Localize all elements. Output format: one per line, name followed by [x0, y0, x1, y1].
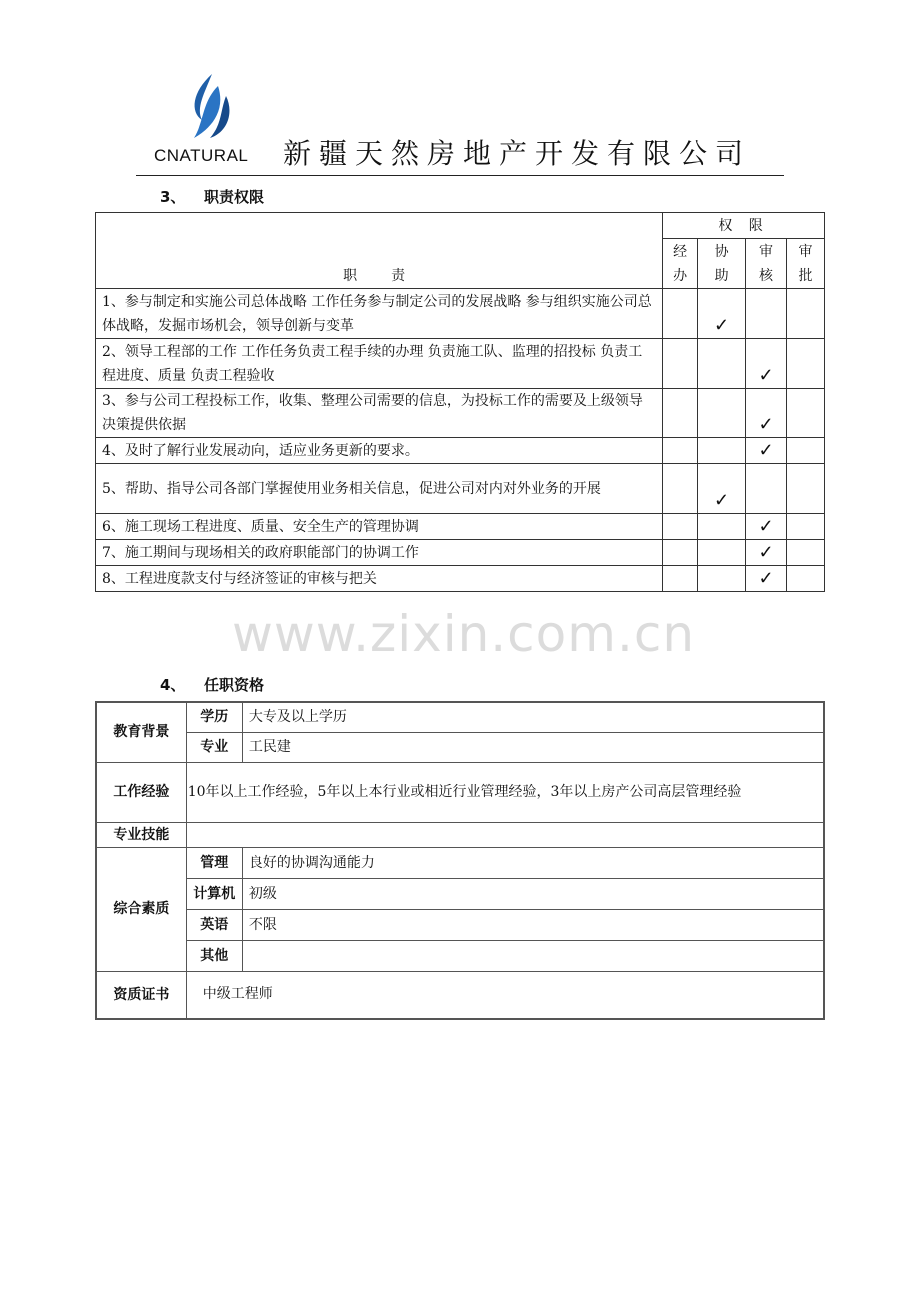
certificate-value: 中级工程师 [186, 971, 824, 1019]
qualification-table [95, 701, 825, 1020]
check-mark [663, 464, 698, 514]
section-number: 4、 [160, 676, 186, 694]
check-mark [663, 289, 698, 339]
degree-label: 学历 [186, 702, 242, 732]
check-mark: ✓ [698, 289, 746, 339]
skills-label: 专业技能 [96, 822, 186, 847]
company-name: 新疆天然房地产开发有限公司 [283, 137, 752, 170]
check-mark: ✓ [698, 464, 746, 514]
duty-text: 4、及时了解行业发展动向，适应业务更新的要求。 [96, 438, 663, 464]
duty-text: 2、领导工程部的工作 工作任务负责工程手续的办理 负责施工队、监理的招投标 负责工程进度、质量 负责工程验收 [96, 339, 663, 389]
computer-value: 初级 [242, 878, 824, 909]
duty-text: 6、施工现场工程进度、质量、安全生产的管理协调 [96, 514, 663, 540]
check-mark [787, 514, 825, 540]
check-mark [663, 339, 698, 389]
degree-value: 大专及以上学历 [242, 702, 824, 732]
major-value: 工民建 [242, 732, 824, 762]
auth-col-review [746, 239, 787, 289]
other-value [242, 940, 824, 971]
check-mark: ✓ [746, 566, 787, 592]
certificate-label: 资质证书 [96, 971, 186, 1019]
check-mark: ✓ [746, 514, 787, 540]
check-mark [787, 566, 825, 592]
auth-col-handle [663, 239, 698, 289]
check-mark [787, 289, 825, 339]
check-mark: ✓ [746, 339, 787, 389]
duty-row [96, 566, 825, 592]
check-mark [663, 389, 698, 438]
duty-text: 5、帮助、指导公司各部门掌握使用业务相关信息，促进公司对内对外业务的开展 [96, 464, 663, 514]
check-mark [698, 566, 746, 592]
skills-value [186, 822, 824, 847]
check-mark [698, 514, 746, 540]
duty-row [96, 289, 825, 339]
auth-col-label: 协助 [714, 243, 729, 284]
duty-text: 8、工程进度款支付与经济签证的审核与把关 [96, 566, 663, 592]
check-mark [746, 289, 787, 339]
quality-label: 综合素质 [96, 847, 186, 971]
duty-row [96, 389, 825, 438]
check-mark [698, 540, 746, 566]
duty-text: 7、施工期间与现场相关的政府职能部门的协调工作 [96, 540, 663, 566]
section-3-heading [160, 186, 264, 207]
duty-header: 职 责 [96, 213, 663, 289]
auth-col-label: 审核 [759, 243, 774, 284]
check-mark [663, 540, 698, 566]
major-label: 专业 [186, 732, 242, 762]
duty-row [96, 540, 825, 566]
check-mark [663, 438, 698, 464]
duty-row [96, 339, 825, 389]
check-mark [698, 389, 746, 438]
authority-header: 权 限 [663, 213, 825, 239]
duty-row [96, 514, 825, 540]
section-number: 3、 [160, 188, 186, 206]
auth-col-label: 审批 [798, 243, 813, 284]
logo-text: CNATURAL [154, 146, 249, 165]
section-title: 职责权限 [204, 188, 265, 206]
duty-row [96, 464, 825, 514]
auth-col-label: 经办 [673, 243, 688, 284]
check-mark [698, 339, 746, 389]
check-mark [746, 464, 787, 514]
check-mark: ✓ [746, 389, 787, 438]
check-mark [787, 464, 825, 514]
check-mark: ✓ [746, 540, 787, 566]
computer-label: 计算机 [186, 878, 242, 909]
check-mark: ✓ [746, 438, 787, 464]
check-mark [663, 566, 698, 592]
watermark: www.zixin.com.cn [232, 605, 696, 663]
section-4-heading [160, 674, 264, 695]
experience-label: 工作经验 [96, 762, 186, 822]
section-title: 任职资格 [204, 676, 265, 694]
english-label: 英语 [186, 909, 242, 940]
check-mark [663, 514, 698, 540]
header-divider [136, 175, 784, 176]
company-logo [154, 72, 264, 168]
check-mark [787, 438, 825, 464]
duty-row [96, 438, 825, 464]
check-mark [787, 389, 825, 438]
duty-authority-table [95, 212, 825, 592]
experience-value: 10年以上工作经验，5年以上本行业或相近行业管理经验，3年以上房产公司高层管理经验 [186, 762, 824, 822]
flame-logo-icon [182, 72, 236, 142]
education-label: 教育背景 [96, 702, 186, 762]
auth-col-approve [787, 239, 825, 289]
check-mark [787, 339, 825, 389]
duty-text: 1、参与制定和实施公司总体战略 工作任务参与制定公司的发展战略 参与组织实施公司总体战略，发掘市场机会，领导创新与变革 [96, 289, 663, 339]
english-value: 不限 [242, 909, 824, 940]
duty-text: 3、参与公司工程投标工作，收集、整理公司需要的信息，为投标工作的需要及上级领导决策提供依据 [96, 389, 663, 438]
check-mark [698, 438, 746, 464]
auth-col-assist [698, 239, 746, 289]
management-label: 管理 [186, 847, 242, 878]
management-value: 良好的协调沟通能力 [242, 847, 824, 878]
other-label: 其他 [186, 940, 242, 971]
check-mark [787, 540, 825, 566]
